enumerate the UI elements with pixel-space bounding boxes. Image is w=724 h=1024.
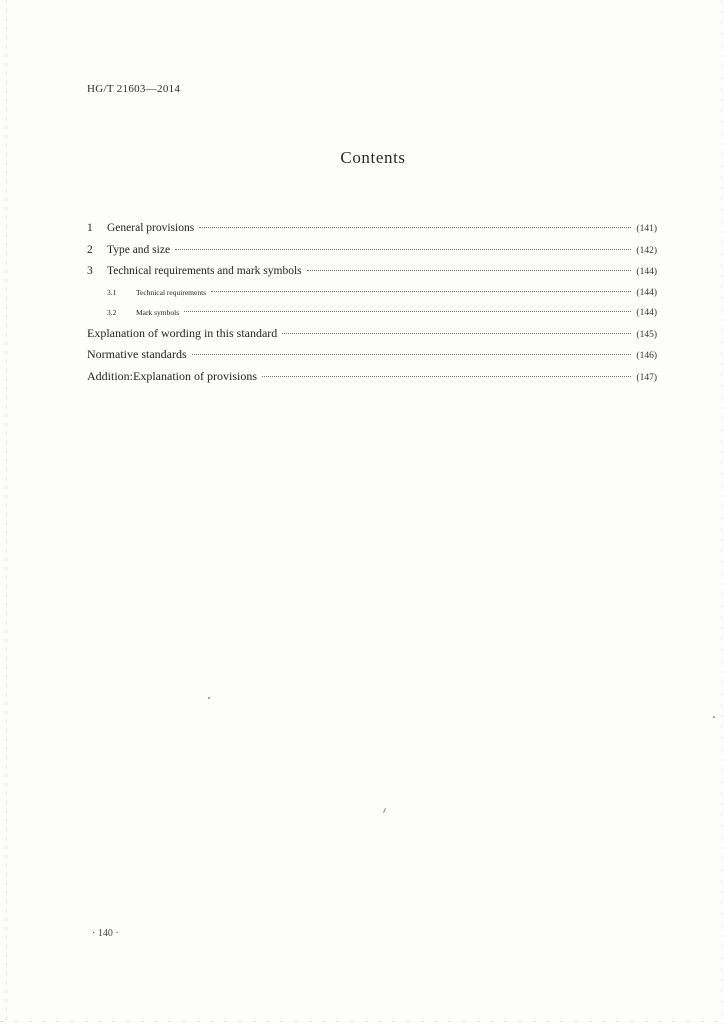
toc-entry-addition-explanation-of-provisions[interactable]: [87, 366, 657, 388]
dot-leader: [199, 227, 631, 228]
toc-entry-page: (147): [636, 372, 657, 383]
dot-leader: [175, 249, 631, 250]
toc-entry-page: (146): [636, 351, 657, 361]
toc-entry-mark-symbols[interactable]: [87, 303, 657, 323]
table-of-contents: [87, 218, 657, 387]
toc-entry-explanation-of-wording[interactable]: [87, 323, 657, 345]
dot-leader: [184, 311, 631, 312]
toc-entry-type-and-size[interactable]: [87, 240, 657, 262]
toc-entry-page: (142): [636, 245, 657, 256]
dot-leader: [262, 376, 631, 377]
page-number-footer: · 140 ·: [92, 928, 119, 939]
dot-leader: [282, 333, 631, 334]
standard-code-header: HG/T 21603—2014: [87, 83, 181, 95]
toc-entry-number: 3.1: [107, 287, 117, 297]
toc-entry-technical-requirements-and-mark-symbols[interactable]: [87, 261, 657, 283]
toc-entry-page: (144): [636, 307, 657, 318]
toc-entry-label: Mark symbols: [136, 307, 180, 317]
dot-leader: [307, 270, 632, 271]
dot-leader: [192, 354, 632, 355]
toc-entry-technical-requirements[interactable]: [87, 283, 657, 303]
toc-entry-label: Technical requirements: [136, 287, 207, 297]
toc-entry-number: 3.2: [107, 307, 117, 317]
scan-speck: [383, 808, 386, 813]
toc-entry-page: (141): [636, 224, 657, 234]
toc-entry-number: 2: [87, 243, 93, 256]
toc-entry-label: Type and size: [107, 243, 171, 256]
toc-entry-number: 1: [87, 222, 93, 234]
toc-entry-page: (144): [636, 287, 657, 298]
scan-speck: [208, 697, 210, 699]
dot-leader: [211, 291, 631, 292]
toc-entry-normative-standards[interactable]: [87, 344, 657, 366]
scan-speck: [713, 716, 715, 718]
scan-edge-bottom: [0, 1021, 724, 1022]
toc-entry-label: Technical requirements and mark symbols: [107, 265, 302, 277]
toc-entry-label: Addition:Explanation of provisions: [87, 368, 257, 383]
toc-entry-page: (145): [636, 329, 657, 340]
toc-entry-label: Normative standards: [87, 347, 187, 361]
toc-entry-number: 3: [87, 265, 93, 277]
toc-entry-label: Explanation of wording in this standard: [87, 325, 278, 340]
toc-entry-page: (144): [636, 267, 657, 277]
page-title: Contents: [340, 148, 406, 167]
toc-entry-label: General provisions: [107, 222, 195, 234]
toc-entry-general-provisions[interactable]: [87, 218, 657, 240]
